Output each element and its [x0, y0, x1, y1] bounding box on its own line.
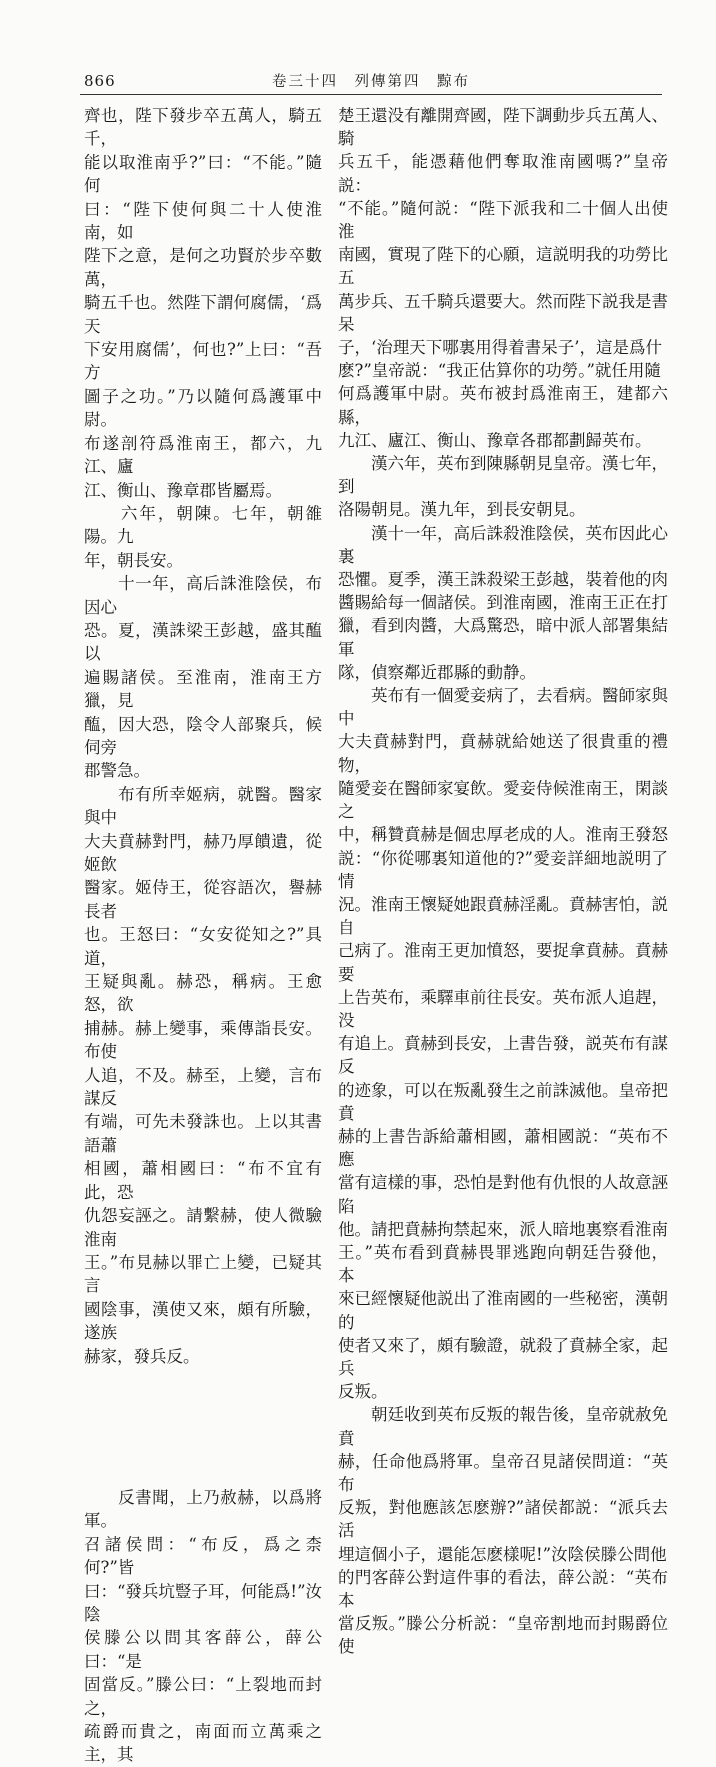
translation-paragraph: 朝廷收到英布反叛的報告後，皇帝就赦免賁 赫，任命他爲將軍。皇帝召見諸侯問道：“英布 反叛，對他應該怎麽辦?”諸侯都説：“派兵去活 埋這個小子，還能怎麽樣呢!”汝陰侯滕公問他 的門客薛公對這件事的看法，薛公説：“英布本 當反叛。”滕公分析説：“皇帝割地而封賜爵位使 — [338, 1405, 668, 1657]
translation-paragraph: 漢十一年，高后誅殺淮陰侯，英布因此心裏 恐懼。夏季，漢王誅殺梁王彭越，裝着他的肉 醬賜給每一個諸侯。到淮南國，淮南王正在打 獵，看到肉醬，大爲驚恐，暗中派人部署集結軍 隊，偵察鄰近郡縣的動静。 — [338, 523, 668, 682]
classical-paragraph: 齊也，陛下發步卒五萬人，騎五千， 能以取淮南乎?”曰：“不能。”隨何 曰：“陛下使何與二十人使淮南，如 陛下之意，是何之功賢於步卒數萬， 騎五千也。然陛下謂何腐儒，‘爲天 下安用腐儒’，何也?”上曰：“吾方 圖子之功。”乃以隨何爲護軍中尉。 布遂剖符爲淮南王，都六，九江、廬 江、衡山、豫章郡皆屬焉。 — [84, 106, 322, 500]
page-header — [0, 0, 716, 100]
classical-text-column — [84, 104, 323, 1765]
column-gap — [84, 1368, 322, 1486]
translation-paragraph: 楚王還没有離開齊國，陛下調動步兵五萬人、騎 兵五千，能憑藉他們奪取淮南國嗎?”皇帝説： “不能。”隨何説：“陛下派我和二十個人出使淮 南國，實現了陛下的心願，這説明我的功勞比五 萬步兵、五千騎兵還要大。然而陛下説我是書呆 子，‘治理天下哪裏用得着書呆子’，這是爲什 麽?”皇帝説：“我正估算你的功勞。”就任用隨 何爲護軍中尉。英布被封爲淮南王，建都六縣， 九江、廬江、衡山、豫章各郡都劃歸英布。 — [338, 106, 668, 450]
translation-paragraph: 英布有一個愛妾病了，去看病。醫師家與中 大夫賁赫對門，賁赫就給她送了很貴重的禮物， 隨愛妾在醫師家宴飲。愛妾侍候淮南王，閑談之 中，稱贊賁赫是個忠厚老成的人。淮南王發怒 説：“你從哪裏知道他的?”愛妾詳細地説明了情 況。淮南王懷疑她跟賁赫淫亂。賁赫害怕，説自 己病了。淮南王更加憤怒，要捉拿賁赫。賁赫要 上告英布，乘驛車前往長安。英布派人追趕，没 有追上。賁赫到長安，上書告發，説英布有謀反 的迹象，可以在叛亂發生之前誅滅他。皇帝把賁 赫的上書告訴給蕭相國，蕭相國説：“英布不應 當有這樣的事，恐怕是對他有仇恨的人故意誣陷 他。請把賁赫拘禁起來，派人暗地裏察看淮南 王。”英布看到賁赫畏罪逃跑向朝廷告發他，本 來已經懷疑他説出了淮南國的一些秘密，漢朝的 使者又來了，頗有驗證，就殺了賁赫全家，起兵 反叛。 — [338, 686, 668, 1402]
translation-column — [338, 104, 668, 1657]
classical-paragraph: 反書聞，上乃赦赫，以爲將軍。 召諸侯問：“布反，爲之柰何?”皆 曰：“發兵坑豎子耳，何能爲!”汝陰 侯滕公以問其客薛公，薛公曰：“是 固當反。”滕公曰：“上裂地而封之， 疏爵而貴之，南面而立萬乘之主，其 — [84, 1487, 323, 1765]
classical-paragraph: 十一年，高后誅淮陰侯，布因心 恐。夏，漢誅梁王彭越，盛其醢以 遍賜諸侯。至淮南，淮南王方獵，見 醢，因大恐，陰令人部聚兵，候伺旁 郡警急。 — [84, 574, 322, 781]
classical-paragraph: 六年，朝陳。七年，朝雒陽。九 年，朝長安。 — [84, 503, 322, 570]
running-head: 卷三十四 列傳第四 黥布 — [272, 74, 470, 90]
classical-paragraph: 布有所幸姬病，就醫。醫家與中 大夫賁赫對門，赫乃厚饋遺，從姬飲 醫家。姬侍王，從容語次，譽赫長者 也。王怒曰：“女安從知之?”具道， 王疑與亂。赫恐，稱病。王愈怒，欲 捕赫。赫上變事，乘傳詣長安。布使 人追，不及。赫至，上變，言布謀反 有端，可先未發誅也。上以其書語蕭 相國，蕭相國曰：“布不宜有此，恐 仇怨妄誣之。請繫赫，使人微驗淮南 王。”布見赫以罪亡上變，已疑其言 國陰事，漢使又來，頗有所驗，遂族 赫家，發兵反。 — [84, 784, 322, 1366]
header-rule — [80, 94, 662, 95]
page-number: 866 — [84, 72, 116, 90]
translation-paragraph: 漢六年，英布到陳縣朝見皇帝。漢七年，到 洛陽朝見。漢九年，到長安朝見。 — [338, 454, 668, 520]
